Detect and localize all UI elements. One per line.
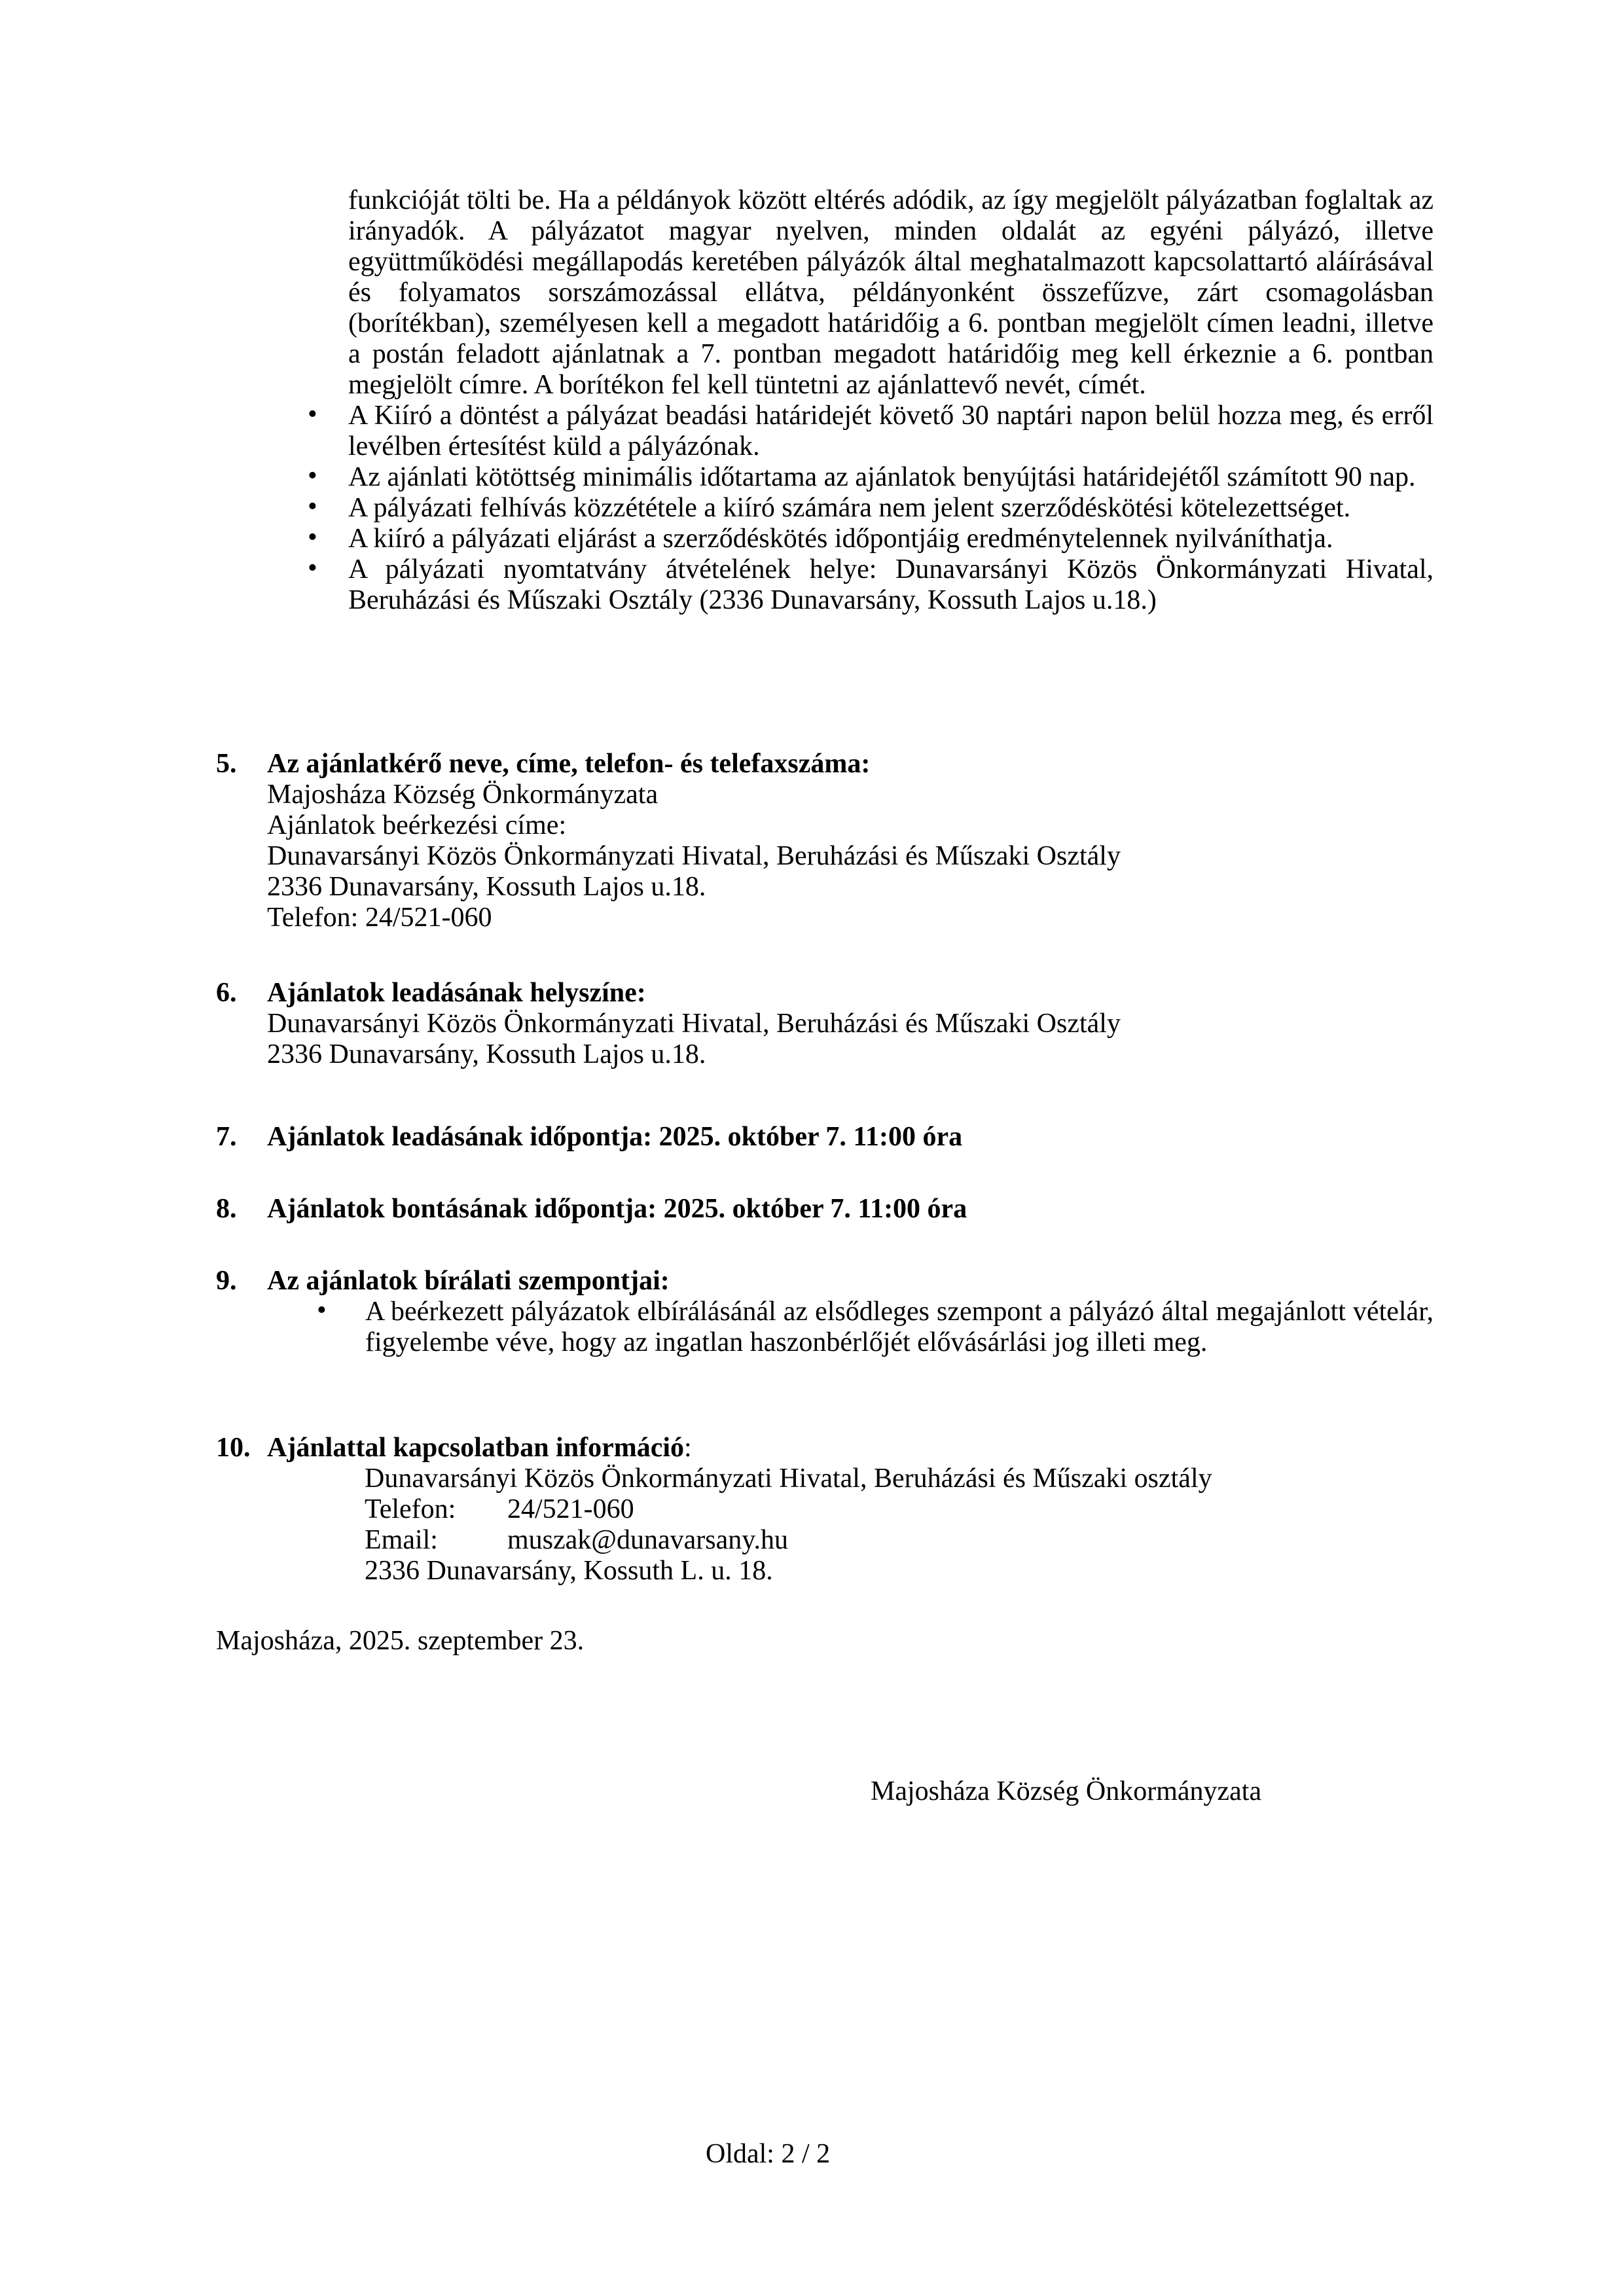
section-heading: [216, 1194, 1434, 1225]
info-line: [365, 1556, 1434, 1587]
section-line: Ajánlatok beérkezési címe:: [267, 810, 567, 840]
info-label: Telefon:: [365, 1494, 456, 1524]
bullet-list: [0, 401, 1624, 616]
section-number: 6.: [216, 978, 237, 1008]
bullet-text: A pályázati felhívás közzététele a kiíró számára nem jelent szerződéskötési kötelezettséget.: [348, 493, 1351, 523]
section-heading: [216, 1122, 1434, 1153]
section-6: [0, 978, 1434, 1070]
section-line: 2336 Dunavarsány, Kossuth Lajos u.18.: [267, 872, 706, 902]
section-title: Az ajánlatok bírálati szempontjai:: [267, 1266, 670, 1296]
bullet-icon: •: [308, 522, 317, 552]
section-number: 10.: [216, 1433, 251, 1463]
info-value-email: muszak@dunavarsany.hu: [507, 1525, 789, 1555]
intro-paragraph: funkcióját tölti be. Ha a példányok között eltérés adódik, az így megjelölt pályázatban foglaltak az irányadók. A pályázatot magyar nyelven, minden oldalát az egyéni pályázó, illetve együttműködési megállapodás keretében pályázók által meghatalmazott kapcsolattartó aláírásával és folyamatos sorszámozással ellátva, példányonként összefűzve, zárt csomagolásban (borítékban), személyesen kell a megadott határidőig a 6. pontban megjelölt címen leadni, illetve a postán feladott ajánlatnak a 7. pontban megadott határidőig meg kell érkeznie a 6. pontban megjelölt címre. A borítékon fel kell tüntetni az ajánlattevő nevét, címét.: [348, 185, 1434, 400]
list-item: [308, 522, 1434, 554]
section-heading: [216, 1266, 1434, 1297]
section-heading: [216, 1433, 1434, 1463]
list-item: [308, 461, 1434, 493]
list-item: [308, 553, 1434, 616]
bullet-text: Az ajánlati kötöttség minimális időtartama az ajánlatok benyújtási határidejétől számított 90 nap.: [348, 462, 1416, 492]
section-number: 9.: [216, 1266, 237, 1296]
info-line: [365, 1494, 1434, 1525]
bullet-text: A pályázati nyomtatvány átvételének helye: Dunavarsányi Közös Önkormányzati Hivatal, Beruházási és Műszaki Osztály (2336 Dunavarsány, Kossuth Lajos u.18.): [348, 554, 1434, 615]
bullet-icon: •: [308, 492, 317, 522]
list-item: [317, 1295, 1434, 1358]
info-value: 24/521-060: [507, 1494, 634, 1524]
section-line: Dunavarsányi Közös Önkormányzati Hivatal, Beruházási és Műszaki Osztály: [267, 1009, 1121, 1039]
section-title: Az ajánlatkérő neve, címe, telefon- és telefaxszáma:: [267, 749, 871, 779]
info-label: Email:: [365, 1525, 438, 1555]
section-7: [0, 1122, 1434, 1153]
section-title: Ajánlatok bontásának időpontja: 2025. október 7. 11:00 óra: [267, 1194, 967, 1224]
section-line: Telefon: 24/521-060: [267, 903, 492, 933]
section-8: [0, 1194, 1434, 1225]
section-number: 5.: [216, 749, 237, 779]
bullet-icon: •: [317, 1295, 327, 1325]
section-title: Ajánlatok leadásának időpontja: 2025. október 7. 11:00 óra: [267, 1122, 963, 1152]
section-number: 8.: [216, 1194, 237, 1224]
bullet-text: A kiíró a pályázati eljárást a szerződéskötés időpontjáig eredménytelennek nyilváníthatja.: [348, 524, 1333, 554]
signature-line: Majosháza Község Önkormányzata: [871, 1776, 1262, 1806]
date-line: Majosháza, 2025. szeptember 23.: [216, 1626, 585, 1656]
section-line: Majosháza Község Önkormányzata: [267, 780, 659, 810]
bullet-text: A beérkezett pályázatok elbírálásánál az elsődleges szempont a pályázó által megajánlott vételár, figyelembe véve, hogy az ingatlan haszonbérlőjét elővásárlási jog illeti meg.: [365, 1297, 1434, 1357]
section-9: [0, 1266, 1434, 1358]
section-line: 2336 Dunavarsány, Kossuth Lajos u.18.: [267, 1039, 706, 1069]
bullet-icon: •: [308, 553, 317, 583]
info-value: Dunavarsányi Közös Önkormányzati Hivatal, Beruházási és Műszaki osztály: [365, 1463, 1212, 1494]
document-content: [0, 185, 1624, 1807]
section-title: Ajánlatok leadásának helyszíne:: [267, 978, 646, 1008]
section-10: [0, 1433, 1434, 1587]
section-heading: [216, 749, 1434, 780]
bullet-icon: •: [308, 399, 317, 429]
section-heading: [216, 978, 1434, 1009]
list-item: [308, 399, 1434, 462]
section-line: Dunavarsányi Közös Önkormányzati Hivatal, Beruházási és Műszaki Osztály: [267, 841, 1121, 871]
section-title-colon: :: [684, 1433, 692, 1463]
info-value: 2336 Dunavarsány, Kossuth L. u. 18.: [365, 1556, 773, 1586]
info-line: [365, 1463, 1434, 1494]
section-number: 7.: [216, 1122, 237, 1152]
section-5: [0, 749, 1434, 933]
bullet-text: A Kiíró a döntést a pályázat beadási határidejét követő 30 naptári napon belül hozza meg, és erről levélben értesítést küld a pályázónak.: [348, 401, 1434, 461]
list-item: [308, 492, 1434, 524]
bullet-icon: •: [308, 461, 317, 491]
page-number: Oldal: 2 / 2: [706, 2139, 831, 2169]
info-line: [365, 1525, 1434, 1556]
section-title: Ajánlattal kapcsolatban információ:: [267, 1433, 692, 1463]
